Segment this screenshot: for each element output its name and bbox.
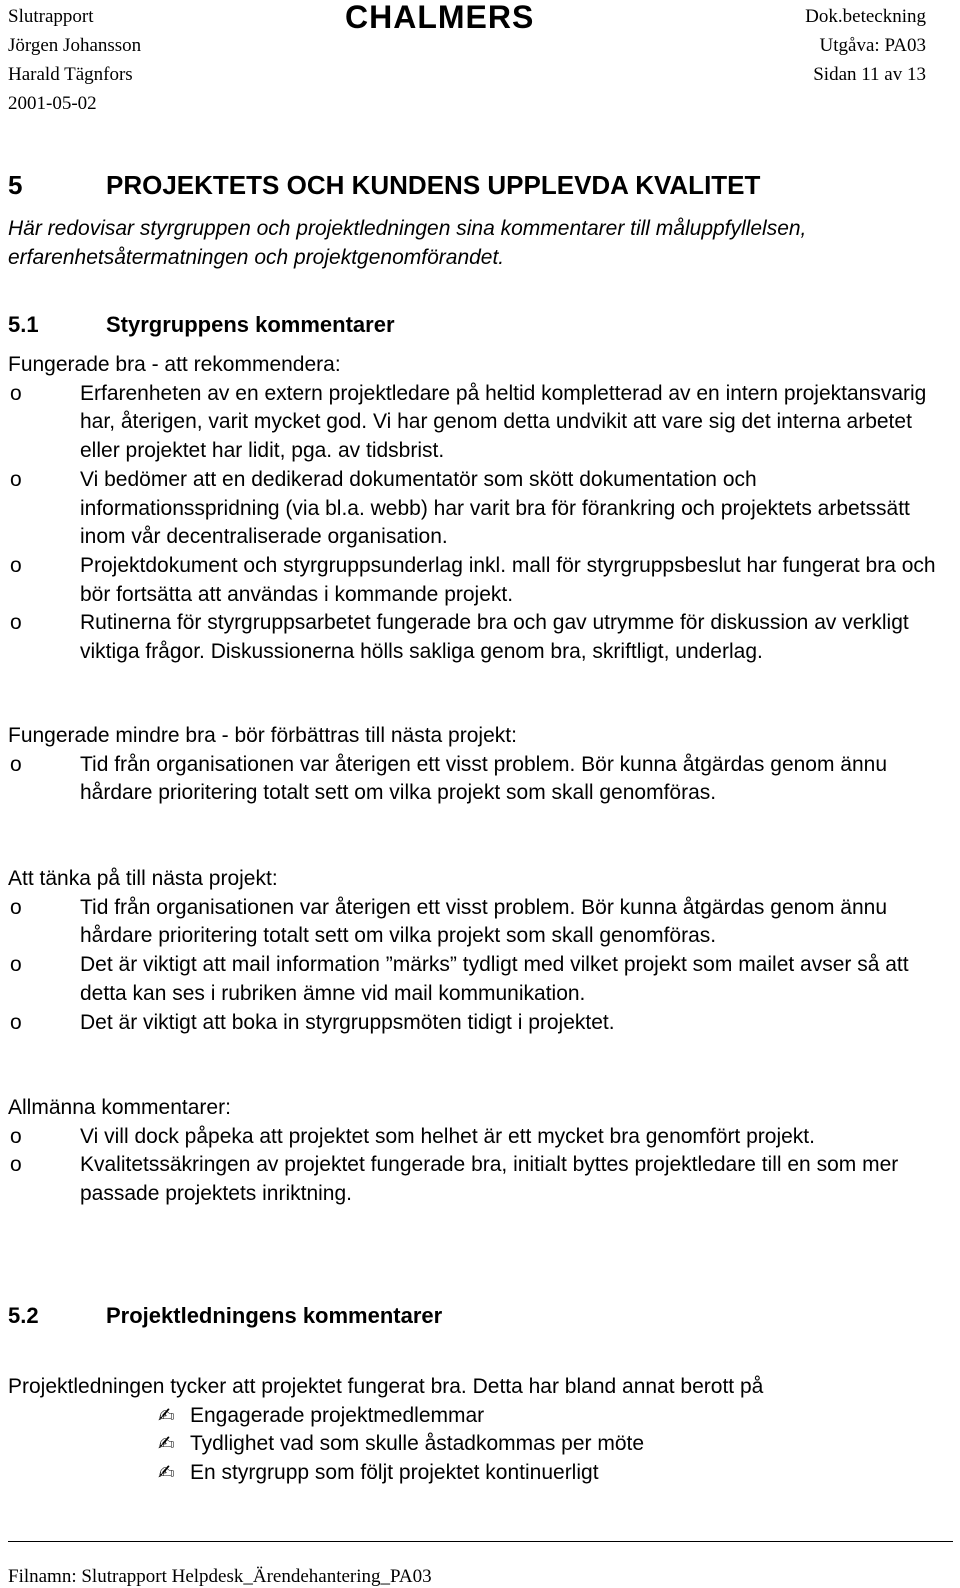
next-heading: Att tänka på till nästa projekt: [8, 867, 278, 890]
section-number: 5 [8, 170, 23, 200]
next-list [8, 894, 953, 1038]
pen-bullet-icon: ✍ [158, 1404, 175, 1427]
bullet: o [10, 752, 22, 776]
general-heading: Allmänna kommentarer: [8, 1096, 231, 1119]
less-heading: Fungerade mindre bra - bör förbättras till nästa projekt: [8, 724, 517, 747]
header-page-number: Sidan 11 av 13 [813, 64, 926, 85]
section-5-2-heading [8, 1302, 442, 1330]
bullet: o [10, 1124, 22, 1148]
list-item [8, 466, 953, 552]
general-list [8, 1123, 953, 1209]
list-item-text: Det är viktigt att boka in styrgruppsmöten tidigt i projektet. [80, 1010, 615, 1034]
bullet: o [10, 553, 22, 577]
chalmers-logo: CHALMERS [345, 0, 535, 35]
list-item-text: Engagerade projektmedlemmar [190, 1403, 485, 1427]
header-date: 2001-05-02 [8, 93, 97, 114]
good-list [8, 380, 953, 667]
list-item-text: Tid från organisationen var återigen ett visst problem. Bör kunna åtgärdas genom ännu hårdare prioritering totalt sett om vilka projekt som skall genomföras. [80, 752, 888, 805]
section-5-2-intro: Projektledningen tycker att projektet fungerat bra. Detta har bland annat berott på [8, 1375, 764, 1398]
less-list [8, 751, 953, 808]
list-item-text: Rutinerna för styrgruppsarbetet fungerade bra och gav utrymme för diskussion av verkligt viktiga frågor. Diskussionerna hölls sakliga genom bra, skriftligt, underlag. [80, 611, 909, 664]
list-item [8, 1459, 953, 1488]
list-item-text: Vi bedömer att en dedikerad dokumentatör som skött dokumentation och informationsspridning (via bl.a. webb) har varit bra för förankring och projektets arbetssätt inom vår decentraliserade organisation. [80, 467, 910, 549]
list-item [8, 380, 953, 466]
section-title: Styrgruppens kommentarer [106, 312, 395, 337]
bullet: o [10, 611, 22, 635]
section-number: 5.2 [8, 1303, 39, 1328]
list-item-text: Tydlighet vad som skulle åstadkommas per möte [190, 1432, 645, 1456]
section-5-2-body [8, 1373, 953, 1488]
list-item-text: Projektdokument och styrgruppsunderlag inkl. mall för styrgruppsbeslut har fungerat bra och bör fortsätta att användas i kommande projekt. [80, 553, 936, 606]
less-block [8, 722, 953, 808]
list-item-text: Det är viktigt att mail information ”märks” tydligt med vilket projekt som mailet avser så att detta kan ses i rubriken ämne vid mail kommunikation. [80, 953, 909, 1005]
list-item [8, 751, 953, 808]
pen-bullet-icon: ✍ [158, 1433, 175, 1456]
header-author-1: Jörgen Johansson [8, 35, 142, 56]
list-item [8, 609, 953, 666]
bullet: o [10, 381, 22, 405]
bullet: o [10, 895, 22, 919]
list-item [8, 1123, 953, 1152]
section-5-heading [8, 170, 760, 200]
list-item [8, 1402, 953, 1431]
list-item-text: Tid från organisationen var återigen ett visst problem. Bör kunna åtgärdas genom ännu hårdare prioritering totalt sett om vilka projekt som skall genomföras. [80, 895, 888, 948]
good-heading: Fungerade bra - att rekommendera: [8, 353, 341, 376]
list-item-text: Kvalitetssäkringen av projektet fungerade bra, initialt byttes projektledare till en som mer passade projektets inriktning. [80, 1153, 899, 1206]
bullet: o [10, 953, 22, 977]
list-item [8, 1151, 953, 1208]
next-block [8, 865, 953, 1037]
list-item-text: Erfarenheten av en extern projektledare på heltid kompletterad av en intern projektansvarig har, återigen, varit mycket god. Vi har genom detta undvikit att vare sig det interna arbetet eller projektet har lidit, pga. av tidsbrist. [80, 381, 927, 463]
header-author-2: Harald Tägnfors [8, 64, 133, 85]
bullet: o [10, 467, 22, 491]
header-doc-id: Dok.beteckning [805, 6, 926, 27]
header-edition: Utgåva: PA03 [819, 35, 926, 56]
general-block [8, 1094, 953, 1209]
bullet: o [10, 1153, 22, 1177]
section-5-1-heading [8, 311, 395, 339]
list-item [8, 894, 953, 951]
pen-list [8, 1402, 953, 1488]
list-item-text: En styrgrupp som följt projektet kontinuerligt [190, 1461, 599, 1485]
pen-bullet-icon: ✍ [158, 1462, 175, 1485]
header-doc-type: Slutrapport [8, 6, 94, 27]
list-item [8, 552, 953, 609]
section-title: Projektledningens kommentarer [106, 1303, 443, 1328]
footer-filename: Filnamn: Slutrapport Helpdesk_Ärendehantering_PA03 [8, 1566, 432, 1587]
section-number: 5.1 [8, 312, 39, 337]
list-item-text: Vi vill dock påpeka att projektet som helhet är ett mycket bra genomfört projekt. [80, 1124, 815, 1148]
list-item [8, 1430, 953, 1459]
footer-divider [8, 1541, 953, 1542]
list-item [8, 1009, 953, 1038]
good-block [8, 351, 953, 667]
section-title: PROJEKTETS OCH KUNDENS UPPLEVDA KVALITET [106, 170, 761, 200]
list-item [8, 951, 953, 1008]
bullet: o [10, 1010, 22, 1034]
section-5-intro: Här redovisar styrgruppen och projektledningen sina kommentarer till måluppfyllelsen, erfarenhetsåtermatningen och projektgenomförandet. [8, 217, 807, 269]
